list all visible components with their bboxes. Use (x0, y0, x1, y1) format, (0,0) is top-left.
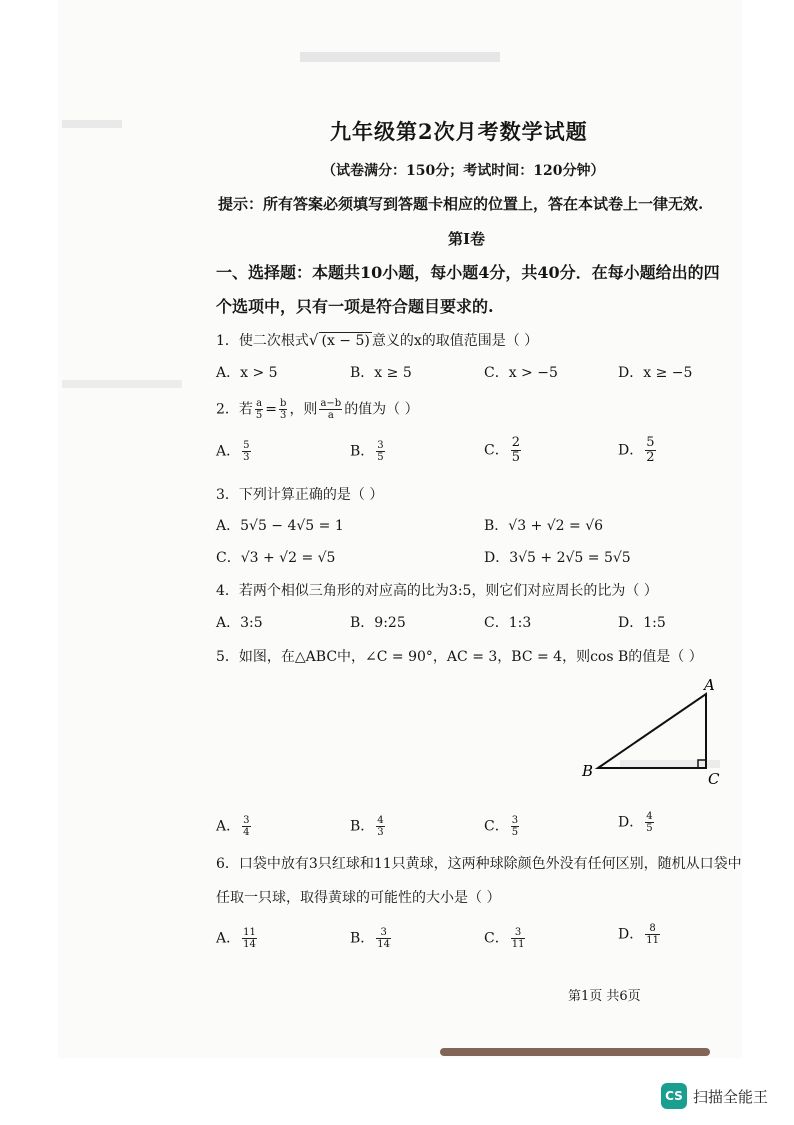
q2-option-b: B． $\frac{3}{5}$ (350, 440, 384, 463)
exam-subtitle: （试卷满分：150分；考试时间：120分钟） (322, 163, 605, 179)
right-angle-mark (698, 760, 706, 768)
camscanner-logo-icon: CS (661, 1083, 687, 1109)
q1-radicand: (x − 5) (321, 333, 370, 349)
page-footer: 第1页 共6页 (568, 989, 641, 1004)
q2-option-d: D． $\frac{5}{2}$ (618, 435, 655, 465)
triangle-abc (598, 694, 706, 768)
q1-post: 意义的x的取值范围是（ ） (371, 333, 539, 349)
q3-option-a: A．5√5 − 4√5 = 1 (216, 518, 344, 534)
section-heading-line1: 一、选择题：本题共10小题，每小题4分，共40分．在每小题给出的四 (216, 263, 720, 282)
q5-option-d: D． $\frac{4}{5}$ (618, 811, 653, 834)
question-1-stem: 1．使二次根式√ (x − 5) 意义的x的取值范围是（ ） (216, 331, 539, 349)
q1-option-a: A．x > 5 (216, 365, 278, 381)
q2-frac-ab-a: $\frac{a-b}{a}$ (320, 398, 342, 421)
bleed-mark (62, 380, 182, 388)
q1-option-b: B．x ≥ 5 (350, 365, 412, 381)
vertex-label-a: A (704, 676, 715, 694)
q6-option-b: B． $\frac{3}{14}$ (350, 927, 391, 950)
q3-option-b: B．√3 + √2 = √6 (484, 518, 604, 534)
section-heading-line2: 个选项中，只有一项是符合题目要求的. (216, 297, 494, 316)
q3-option-c: C．√3 + √2 = √5 (216, 550, 336, 566)
exam-tip: 提示：所有答案必须填写到答题卡相应的位置上，答在本试卷上一律无效. (218, 195, 704, 213)
q4-option-d: D．1:5 (618, 615, 666, 631)
vertex-label-c: C (708, 770, 720, 788)
question-2-stem (216, 398, 419, 421)
q6-option-d: D． $\frac{8}{11}$ (618, 923, 659, 946)
q2-frac-b3: $\frac{b}{3}$ (280, 398, 287, 421)
q1-option-c: C．x > −5 (484, 365, 558, 381)
triangle-figure (578, 672, 728, 790)
q6-option-c: C． $\frac{3}{11}$ (484, 927, 525, 950)
vertex-label-b: B (582, 762, 594, 780)
q4-option-b: B．9:25 (350, 615, 406, 631)
q1-pre: 1．使二次根式 (216, 333, 309, 349)
scanner-brand: 扫描全能王 (693, 1088, 769, 1106)
question-3-stem: 3．下列计算正确的是（ ） (216, 487, 384, 503)
q2-pre: 2．若 (216, 401, 253, 418)
scan-smudge (440, 1048, 710, 1056)
question-6-line1: 6．口袋中放有3只红球和11只黄球，这两种球除颜色外没有任何区别，随机从口袋中 (216, 856, 742, 872)
q2-frac-a5: $\frac{a}{5}$ (255, 398, 263, 421)
q6-option-a: A． $\frac{11}{14}$ (216, 927, 256, 950)
q4-option-a: A．3:5 (216, 615, 263, 631)
q2-eq: = (265, 401, 278, 418)
part-heading: 第Ⅰ卷 (448, 230, 486, 248)
bleed-mark (300, 52, 500, 62)
q1-option-d: D．x ≥ −5 (618, 365, 693, 381)
question-5-stem: 5．如图，在△ABC中，∠C = 90°，AC = 3，BC = 4，则cos B的值是（ ） (216, 649, 703, 665)
question-6-line2: 任取一只球，取得黄球的可能性的大小是（ ） (216, 890, 501, 906)
q2-option-c: C． $\frac{2}{5}$ (484, 435, 520, 465)
q2-option-a: A． $\frac{5}{3}$ (216, 440, 250, 463)
q3-option-d: D．3√5 + 2√5 = 5√5 (484, 550, 631, 566)
question-4-stem: 4．若两个相似三角形的对应高的比为3:5，则它们对应周长的比为（ ） (216, 583, 658, 599)
q2-mid: ，则 (289, 401, 318, 418)
q5-option-b: B． $\frac{4}{3}$ (350, 815, 384, 838)
q5-option-c: C． $\frac{3}{5}$ (484, 815, 519, 838)
q2-post: 的值为（ ） (344, 401, 419, 418)
bleed-mark (62, 120, 122, 128)
q5-option-a: A． $\frac{3}{4}$ (216, 815, 250, 838)
exam-title: 九年级第2次月考数学试题 (330, 119, 588, 144)
q4-option-c: C．1:3 (484, 615, 532, 631)
